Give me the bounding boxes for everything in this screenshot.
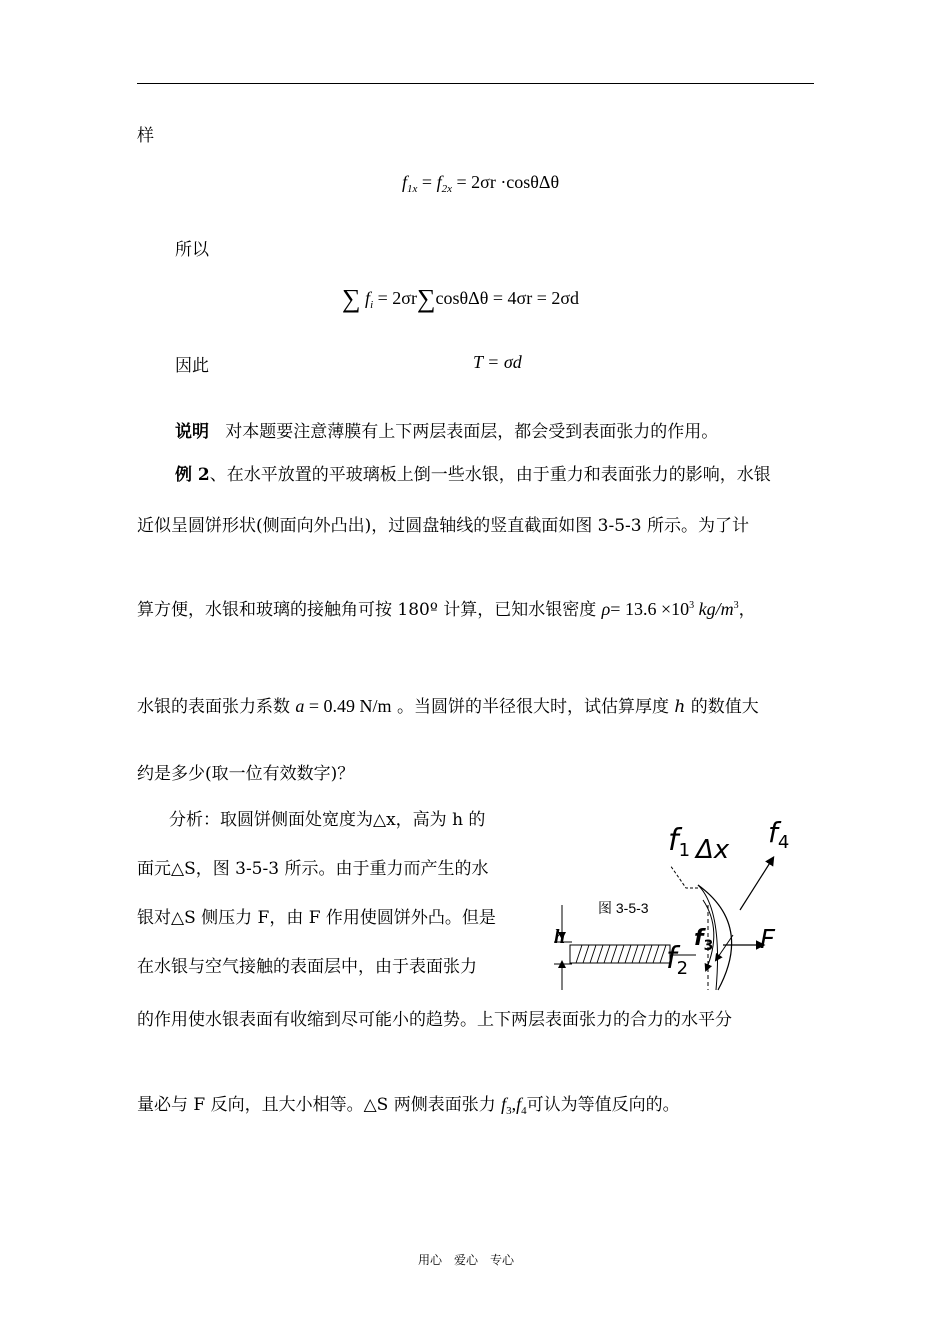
header-rule [137,83,814,84]
fig-f2: $f_2$ [666,941,689,979]
analysis-line-1: 分析：取圆饼侧面处宽度为△x，高为 h 的 [169,810,486,830]
example-line-2: 近似呈圆饼形状(侧面向外凸出)，过圆盘轴线的竖直截面如图 3-5-3 所示。为了计 [137,516,750,536]
continuation-text: 样 [137,126,154,146]
yinci-text: 因此 [175,356,209,376]
example-line-3: 算方便，水银和玻璃的接触角可按 180º 计算，已知水银密度 $\rho= 13.6 \times 10^3$ $kg/m^3$， [137,599,756,620]
figure-caption: 图 3-5-3 [598,900,649,916]
analysis-line-5: 的作用使水银表面有收缩到尽可能小的趋势。上下两层表面张力的合力的水平分 [137,1010,732,1030]
fig-f4: $f_4$ [768,816,790,853]
equation-1: $f_{1x} = f_{2x} = 2\sigma r \cdot\cos\theta\Delta\theta$ [402,172,560,195]
suoyi-text: 所以 [175,240,209,260]
example-line-5: 约是多少(取一位有效数字)？ [137,764,355,784]
analysis-line-4: 在水银与空气接触的表面层中，由于表面张力 [137,957,477,977]
example-line-1: 例 2、在水平放置的平玻璃板上倒一些水银，由于重力和表面张力的影响，水银 [175,465,771,485]
fig-f3: $f_3$ [694,926,714,954]
analysis-line-6: 量必与 F 反向，且大小相等。△S 两侧表面张力 $f_3,f_4$可认为等值反向的。 [137,1094,680,1117]
page-footer: 用心 爱心 专心 [418,1253,515,1267]
analysis-line-2: 面元△S，图 3-5-3 所示。由于重力而产生的水 [137,859,489,879]
note-paragraph: 说明 对本题要注意薄膜有上下两层表面层，都会受到表面张力的作用。 [175,422,719,442]
f1-arrow [670,865,698,888]
hatched-slab [570,945,670,963]
analysis-line-3: 银对△S 侧压力 F，由 F 作用使圆饼外凸。但是 [137,908,496,928]
equation-2: ∑ $f_i = 2\sigma r\sum\cos\theta\Delta\theta = 4\sigma r = 2\sigma d$ [342,284,580,313]
hatch-lines [576,945,666,963]
example-line-4: 水银的表面张力系数 a = 0.49 N/m 。当圆饼的半径很大时，试估算厚度 h 的数值大 [137,696,759,717]
f4-arrow [740,858,773,910]
fig-dx: Δx [696,835,730,865]
fig-F: F [760,925,775,955]
fig-h-label: h [554,926,566,948]
figure-3-5-3 [548,810,808,1000]
fig-f1: $f_1$ [668,823,691,861]
equation-3: T = σd [473,352,522,372]
